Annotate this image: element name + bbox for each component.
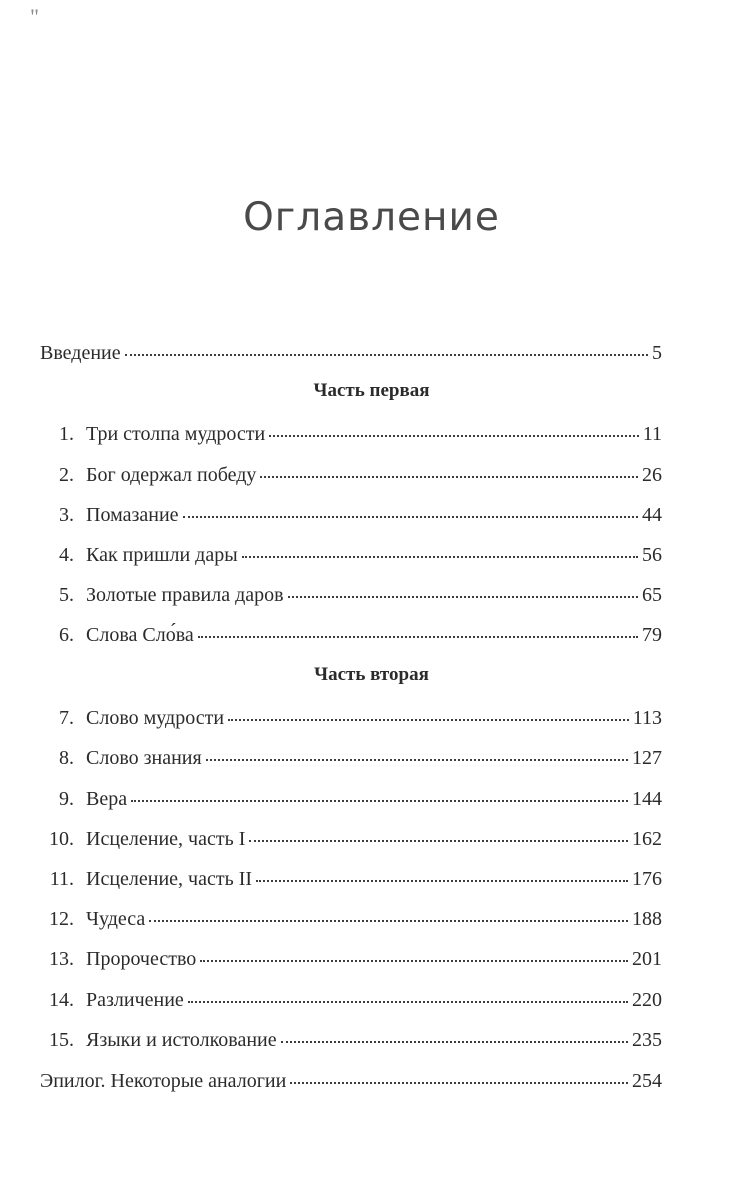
toc-entry-page: 26 bbox=[642, 464, 662, 486]
toc-entry[interactable] bbox=[40, 540, 662, 570]
toc-entry-title: Языки и истолкование bbox=[86, 1029, 277, 1051]
toc-entry[interactable] bbox=[40, 703, 662, 733]
toc-entry-number: 3. bbox=[59, 504, 74, 526]
toc-entry-number: 8. bbox=[59, 747, 74, 769]
toc-entry-number: 9. bbox=[59, 788, 74, 810]
toc-entry[interactable] bbox=[40, 500, 662, 530]
toc-entry-title: Исцеление, часть II bbox=[86, 868, 253, 890]
toc-entry-title: Слово знания bbox=[86, 747, 202, 769]
toc-entry-page: 144 bbox=[632, 788, 662, 810]
toc-entry-number: 13. bbox=[49, 948, 74, 970]
toc-entry-number: 10. bbox=[49, 828, 74, 850]
toc-entry[interactable] bbox=[40, 743, 662, 773]
dot-leader bbox=[288, 594, 638, 598]
toc-entry-title: Помазание bbox=[86, 504, 179, 526]
toc-entry-title: Эпилог. Некоторые аналогии bbox=[40, 1070, 287, 1092]
toc-entry-page: 127 bbox=[632, 747, 662, 769]
toc-entry-title: Введение bbox=[40, 342, 121, 364]
toc-entry[interactable] bbox=[40, 944, 662, 974]
toc-entry-number: 1. bbox=[59, 423, 74, 445]
toc-entry-intro[interactable] bbox=[40, 338, 662, 368]
toc-entry-title: Три столпа мудрости bbox=[86, 423, 266, 445]
toc-entry-page: 5 bbox=[652, 342, 662, 364]
toc-entry-title: Как пришли дары bbox=[86, 544, 238, 566]
page-title: Оглавление bbox=[243, 195, 500, 240]
toc-entry-number: 2. bbox=[59, 464, 74, 486]
toc-entry[interactable] bbox=[40, 620, 662, 650]
toc-entry-page: 65 bbox=[642, 584, 662, 606]
toc-entry-page: 220 bbox=[632, 989, 662, 1011]
dot-leader bbox=[125, 352, 648, 356]
toc-entry-title: Пророчество bbox=[86, 948, 197, 970]
dot-leader bbox=[183, 514, 638, 518]
toc-entry[interactable] bbox=[40, 864, 662, 894]
toc-entry-number: 5. bbox=[59, 584, 74, 606]
toc-entry-page: 235 bbox=[632, 1029, 662, 1051]
toc-entry[interactable] bbox=[40, 985, 662, 1015]
dot-leader bbox=[260, 474, 638, 478]
toc-entry-page: 201 bbox=[632, 948, 662, 970]
toc-entry-page: 79 bbox=[642, 624, 662, 646]
toc-entry-title: Слово мудрости bbox=[86, 707, 225, 729]
toc-entry-number: 4. bbox=[59, 544, 74, 566]
dot-leader bbox=[200, 958, 628, 962]
toc-entry-number: 15. bbox=[49, 1029, 74, 1051]
corner-mark: " bbox=[30, 4, 39, 29]
toc-entry-page: 254 bbox=[632, 1070, 662, 1092]
toc-entry[interactable] bbox=[40, 784, 662, 814]
toc-entry[interactable] bbox=[40, 460, 662, 490]
toc-entry-title: Чудеса bbox=[86, 908, 146, 930]
toc-entry-number: 11. bbox=[49, 868, 74, 890]
toc-entry-number: 6. bbox=[59, 624, 74, 646]
toc-entry-number: 14. bbox=[49, 989, 74, 1011]
dot-leader bbox=[149, 918, 628, 922]
dot-leader bbox=[290, 1080, 628, 1084]
dot-leader bbox=[206, 757, 628, 761]
toc-entry[interactable] bbox=[40, 580, 662, 610]
toc-entry-page: 44 bbox=[642, 504, 662, 526]
toc-entry[interactable] bbox=[40, 904, 662, 934]
dot-leader bbox=[269, 433, 639, 437]
toc-entry-number: 12. bbox=[49, 908, 74, 930]
toc-entry-page: 176 bbox=[632, 868, 662, 890]
dot-leader bbox=[256, 878, 628, 882]
toc-entry-title: Вера bbox=[86, 788, 128, 810]
toc-entry-title: Бог одержал победу bbox=[86, 464, 257, 486]
dot-leader bbox=[228, 717, 629, 721]
dot-leader bbox=[188, 999, 628, 1003]
toc-entry-title: Исцеление, часть I bbox=[86, 828, 246, 850]
toc-entry-page: 11 bbox=[642, 423, 662, 445]
toc-entry[interactable] bbox=[40, 1025, 662, 1055]
dot-leader bbox=[131, 798, 628, 802]
toc-entry-page: 113 bbox=[632, 707, 662, 729]
toc-entry-number: 7. bbox=[59, 707, 74, 729]
toc-entry-title: Золотые правила даров bbox=[86, 584, 284, 606]
dot-leader bbox=[198, 634, 638, 638]
toc-entry-page: 162 bbox=[632, 828, 662, 850]
dot-leader bbox=[249, 838, 628, 842]
toc-entry-title: Слова Сло́ва bbox=[86, 624, 194, 646]
toc-entry-epilogue[interactable] bbox=[40, 1066, 662, 1096]
toc-entry[interactable] bbox=[40, 419, 662, 449]
dot-leader bbox=[242, 554, 638, 558]
part-heading-1: Часть первая bbox=[313, 380, 430, 401]
toc-entry[interactable] bbox=[40, 824, 662, 854]
dot-leader bbox=[281, 1039, 628, 1043]
part-heading-2: Часть вторая bbox=[314, 664, 429, 685]
toc-entry-title: Различение bbox=[86, 989, 184, 1011]
toc-entry-page: 188 bbox=[632, 908, 662, 930]
toc-entry-page: 56 bbox=[642, 544, 662, 566]
